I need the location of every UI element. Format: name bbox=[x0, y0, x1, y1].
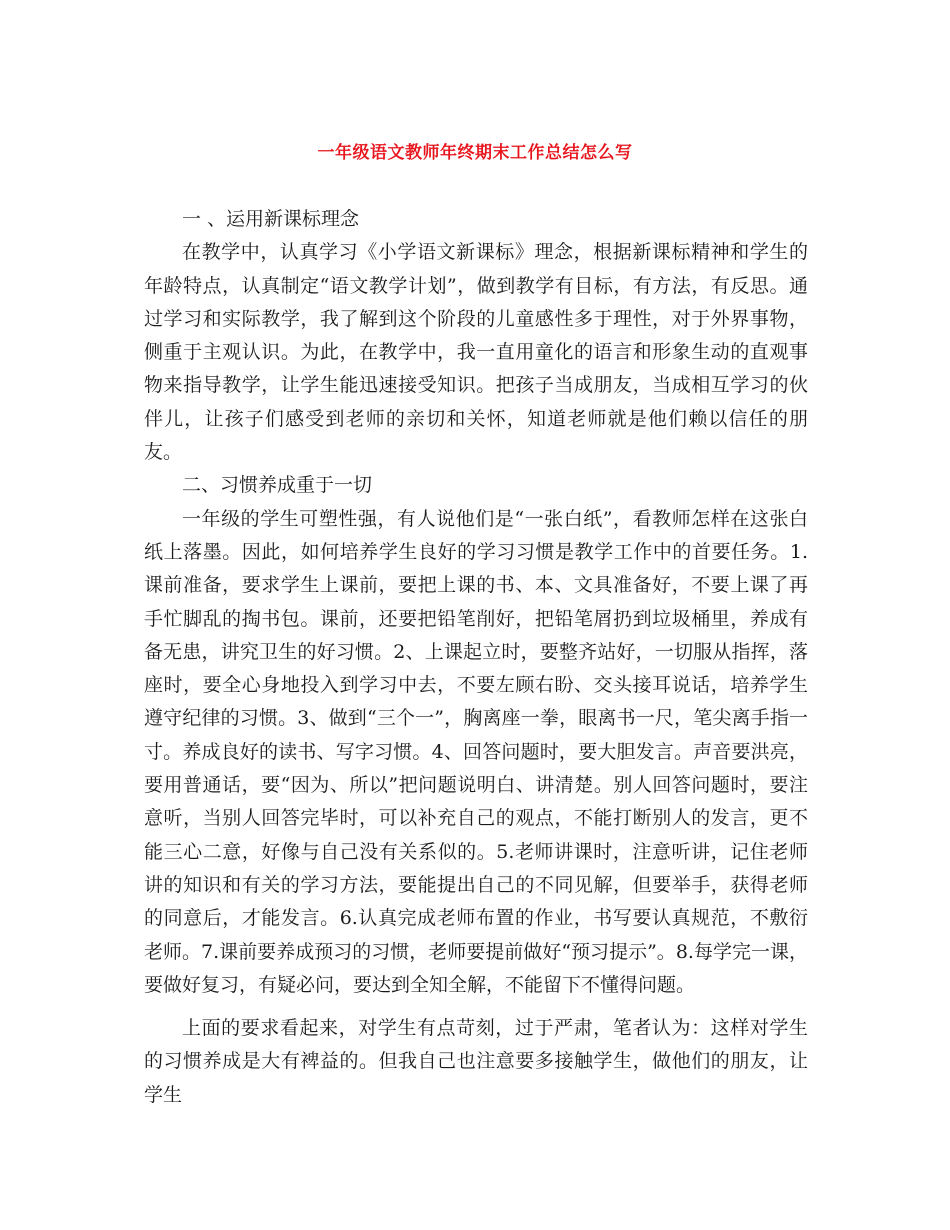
section-2-paragraph-1: 一年级的学生可塑性强，有人说他们是“一张白纸”，看教师怎样在这张白纸上落墨。因此，如何培养学生良好的学习习惯是教学工作中的首要任务。1.课前准备，要求学生上课前，要把上课的书、本、文具准备好，不要上课了再手忙脚乱的掏书包。课前，还要把铅笔削好，把铅笔屑扔到垃圾桶里，养成有备无患，讲究卫生的好习惯。2、上课起立时，要整齐站好，一切服从指挥，落座时，要全心身地投入到学习中去，不要左顾右盼、交头接耳说话，培养学生遵守纪律的习惯。3、做到“三个一”，胸离座一拳，眼离书一尺，笔尖离手指一寸。养成良好的读书、写字习惯。4、回答问题时，要大胆发言。声音要洪亮，要用普通话，要“因为、所以”把问题说明白、讲清楚。别人回答问题时，要注意听，当别人回答完毕时，可以补充自己的观点，不能打断别人的发言，更不能三心二意，好像与自己没有关系似的。5.老师讲课时，注意听讲，记住老师讲的知识和有关的学习方法，要能提出自己的不同见解，但要举手，获得老师的同意后，才能发言。6.认真完成老师布置的作业，书写要认真规范，不敷衍老师。7.课前要养成预习的习惯，老师要提前做好“预习提示”。8.每学完一课，要做好复习，有疑必问，要达到全知全解，不能留下不懂得问题。 bbox=[144, 507, 808, 996]
document-title: 一年级语文教师年终期末工作总结怎么写 bbox=[317, 143, 633, 163]
section-heading-1: 一 、运用新课标理念 bbox=[182, 208, 360, 230]
section-heading-2: 二、习惯养成重于一切 bbox=[182, 474, 373, 497]
section-1-paragraph-1: 在教学中，认真学习《小学语文新课标》理念，根据新课标精神和学生的年龄特点，认真制定“语文教学计划”，做到教学有目标，有方法，有反思。通过学习和实际教学，我了解到这个阶段的儿童感性多于理性，对于外界事物，侧重于主观认识。为此，在教学中，我一直用童化的语言和形象生动的直观事物来指导教学，让学生能迅速接受知识。把孩子当成朋友，当成相互学习的伙伴儿，让孩子们感受到老师的亲切和关怀，知道老师就是他们赖以信任的朋友。 bbox=[144, 241, 808, 464]
section-2-paragraph-2: 上面的要求看起来，对学生有点苛刻，过于严肃，笔者认为：这样对学生的习惯养成是大有裨益的。但我自己也注意要多接触学生，做他们的朋友，让学生 bbox=[144, 1017, 808, 1106]
document-body bbox=[144, 203, 808, 1112]
